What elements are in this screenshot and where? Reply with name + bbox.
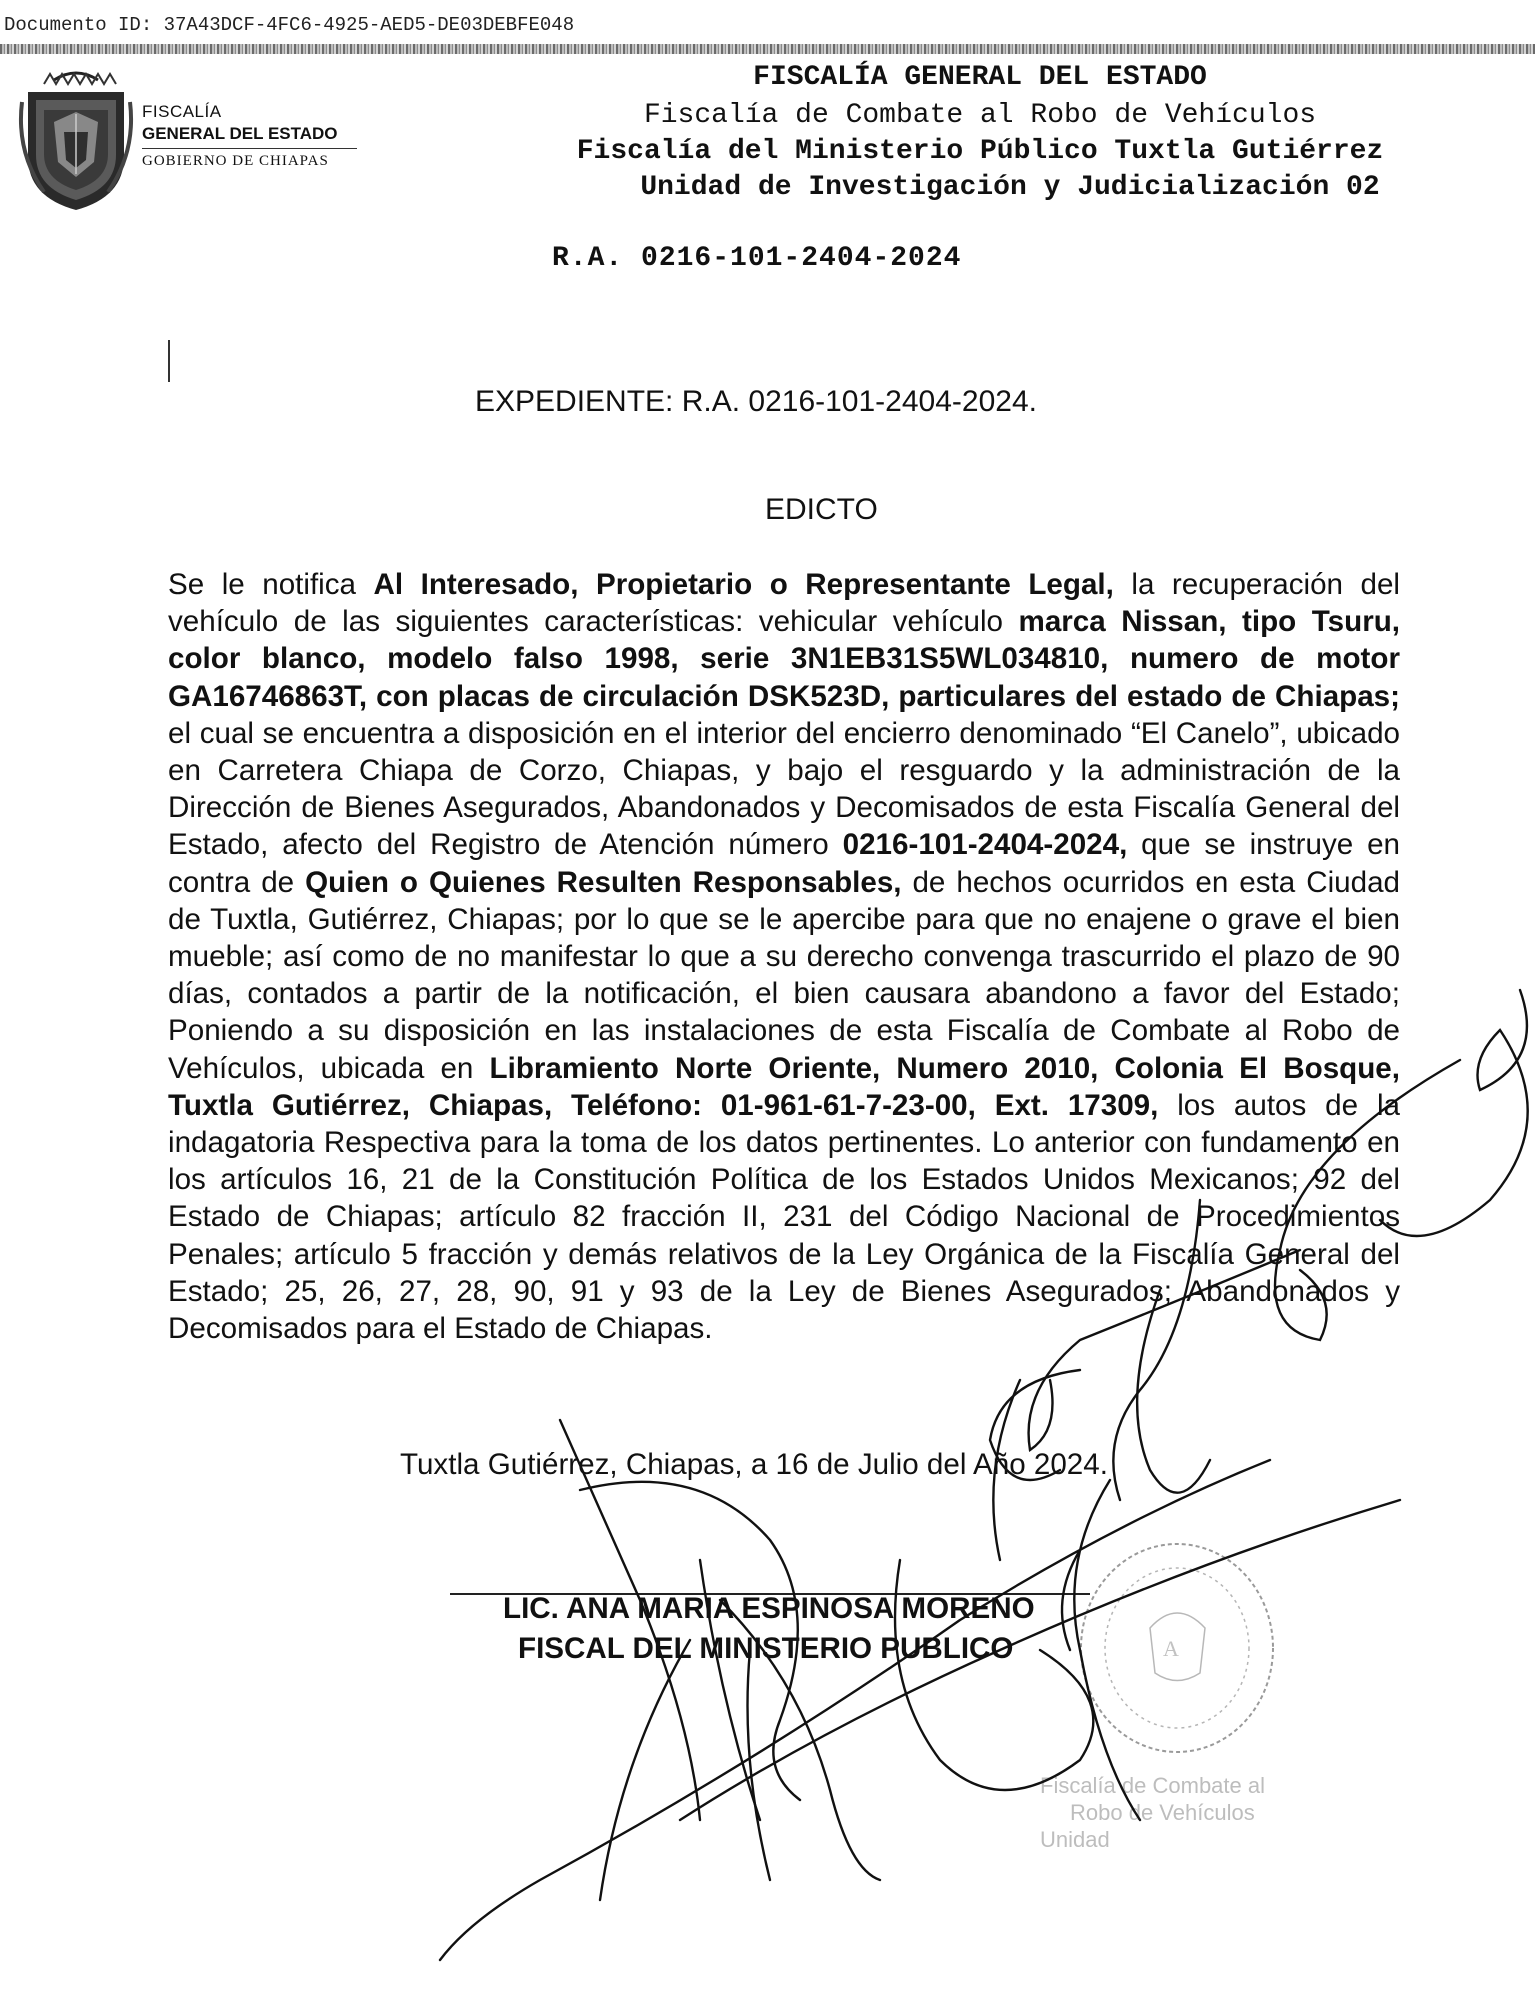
body-text-6: los autos de la indagatoria Respectiva para la toma de los datos pertinentes. Lo anterior con fundamento en los artículos 16, 21 de la Constitución Política de los Estados Unidos Mexicanos; 92 del Estado de Chiapas; artículo 82 fracción II, 231 del Código Nacional de Procedimientos Penales; artículo 5 fracción y demás relativos de la Ley Orgánica de la Fiscalía General del Estado; 25, 26, 27, 28, 90, 91 y 93 de la Ley de Bienes Asegurados; Abandonados y Decomisados para el Estado de Chiapas.	[168, 1088, 1400, 1346]
chiapas-coat-of-arms-icon	[14, 62, 138, 212]
body-text-5: de hechos ocurridos en esta Ciudad de Tuxtla, Gutiérrez, Chiapas; por lo que se le apercibe para que no enajene o grave el bien mueble; así como de no manifestar lo que a su derecho convenga trascurrido el plazo de 90 días, contados a partir de la notificación, el bien causara abandono a favor del Estado; Poniendo a su disposición en las instalaciones de esta Fiscalía de Combate al Robo de Vehículos, ubicada en	[168, 865, 1400, 1085]
date-line: Tuxtla Gutiérrez, Chiapas, a 16 de Julio del Año 2024.	[400, 1448, 1108, 1481]
stamp-line-3: Unidad	[1040, 1827, 1110, 1852]
logo-line-2: GENERAL DEL ESTADO	[142, 124, 338, 143]
edict-body	[168, 566, 1400, 1347]
header-line-2: Fiscalía de Combate al Robo de Vehículos	[643, 100, 1317, 131]
header-line-3: Fiscalía del Ministerio Público Tuxtla Gutiérrez	[576, 136, 1384, 167]
expediente-heading: EXPEDIENTE: R.A. 0216-101-2404-2024.	[475, 385, 1037, 418]
signatory-name: LIC. ANA MARIA ESPINOSA MORENO	[503, 1592, 1035, 1625]
agency-logo-text	[142, 102, 357, 170]
stamp-line-2: Robo de Vehículos	[1070, 1800, 1255, 1825]
body-bold-vehicle: marca Nissan, tipo Tsuru, color blanco, modelo falso 1998, serie 3N1EB31S5WL034810, numero de motor GA16746863T, con placas de circulación DSK523D, particulares del estado de Chiapas;	[168, 605, 1401, 713]
body-bold-registry: 0216-101-2404-2024,	[842, 828, 1128, 862]
document-title: EDICTO	[765, 493, 878, 526]
scan-band	[0, 44, 1535, 54]
stamp-text	[1040, 1772, 1265, 1853]
header-line-4: Unidad de Investigación y Judicialización 02	[640, 172, 1380, 203]
svg-text:A: A	[1163, 1636, 1179, 1661]
body-text-4: que se instruye en contra de	[168, 828, 1400, 899]
stamp-line-1: Fiscalía de Combate al	[1040, 1773, 1265, 1798]
logo-line-3: GOBIERNO DE CHIAPAS	[142, 153, 329, 169]
body-bold-address: Libramiento Norte Oriente, Numero 2010, Colonia El Bosque, Tuxtla Gutiérrez, Chiapas, Teléfono: 01-961-61-7-23-00, Ext. 17309,	[168, 1051, 1400, 1122]
ra-number: R.A. 0216-101-2404-2024	[552, 243, 962, 274]
signatory-role: FISCAL DEL MINISTERIO PUBLICO	[518, 1632, 1014, 1665]
logo-line-1: FISCALÍA	[142, 102, 222, 121]
body-text-3: el cual se encuentra a disposición en el interior del encierro denominado “El Canelo”, ubicado en Carretera Chiapa de Corzo, Chiapas, y bajo el resguardo y la administración de la Dirección de Bienes Asegurados, Abandonados y Decomisados de esta Fiscalía General del Estado, afecto del Registro de Atención número	[168, 716, 1400, 862]
body-bold-responsible: Quien o Quienes Resulten Responsables,	[305, 865, 902, 899]
header-line-1: FISCALÍA GENERAL DEL ESTADO	[753, 62, 1207, 93]
body-text-2: la recuperación del vehículo de las siguientes características: vehicular vehículo	[168, 568, 1400, 639]
official-seal-icon	[1075, 1538, 1280, 1763]
document-id: Documento ID: 37A43DCF-4FC6-4925-AED5-DE03DEBFE048	[4, 14, 575, 36]
body-text-1: Se le notifica	[168, 568, 374, 601]
body-bold-addressee: Al Interesado, Propietario o Representante Legal,	[373, 568, 1114, 601]
scan-mark	[168, 340, 170, 382]
logo-divider	[142, 148, 357, 149]
